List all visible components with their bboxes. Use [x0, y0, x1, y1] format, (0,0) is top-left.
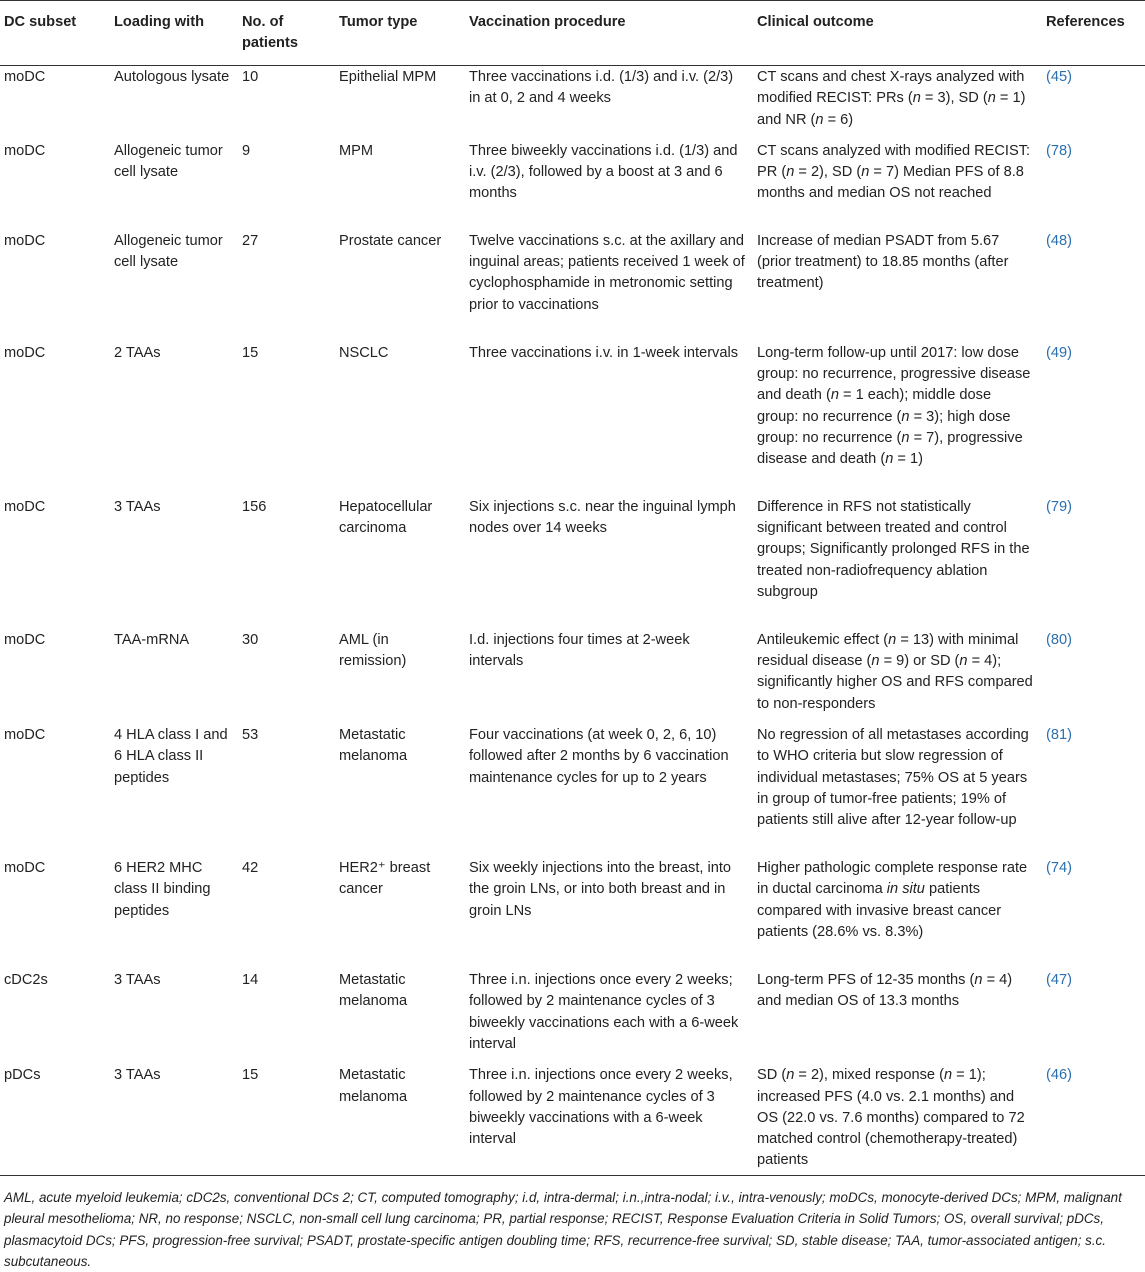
cell-patients: 30 [242, 631, 259, 648]
outcome-text-segment: = 1 each); middle dose group: no recurrence ( [757, 387, 992, 425]
cell-outcome [753, 221, 1042, 333]
cell-reference-link[interactable]: (79) [1046, 498, 1072, 515]
outcome-text-segment: n [786, 1067, 795, 1084]
outcome-text-segment: in situ [886, 881, 925, 898]
cell-procedure: Four vaccinations (at week 0, 2, 6, 10) followed after 2 months by 6 vaccination maintenance cycles for up to 2 years [469, 727, 729, 786]
outcome-text-segment: Difference in RFS not statistically significant between treated and control groups; Significantly prolonged RFS in the treated non-radiofrequency ablation subgroup [757, 498, 1030, 601]
outcome-text-segment: = 2), mixed response ( [794, 1067, 944, 1084]
cell-reference-link[interactable]: (80) [1046, 631, 1072, 648]
cell-procedure: Three i.n. injections once every 2 weeks, followed by 2 maintenance cycles of 3 biweekly vaccinations with a 6-week interval [469, 1067, 733, 1148]
outcome-text-segment: Higher pathologic complete response rate in ductal carcinoma [757, 860, 1028, 898]
cell-outcome [753, 131, 1042, 221]
outcome-text-segment: CT scans analyzed with modified RECIST: PR ( [757, 142, 1031, 181]
cell-patients: 27 [242, 232, 259, 249]
outcome-text-segment: = 9) or SD ( [879, 653, 960, 670]
cell-patients: 42 [242, 860, 259, 877]
cell-loading: Allogeneic tumor cell lysate [114, 232, 223, 271]
outcome-text-segment: Increase of median PSADT from 5.67 (prior treatment) to 18.85 months (after treatment) [757, 232, 1009, 292]
cell-dc-subset: moDC [4, 142, 46, 159]
col-header-outcome: Clinical outcome [757, 14, 874, 30]
table-row [0, 57, 1145, 131]
outcome-text-segment: n [987, 90, 996, 107]
cell-patients: 10 [242, 69, 259, 85]
cell-loading: 3 TAAs [114, 972, 161, 989]
cell-dc-subset: moDC [4, 344, 46, 361]
cell-tumor-type: Metastatic melanoma [339, 727, 408, 765]
outcome-text-segment: n [901, 408, 910, 425]
outcome-text-segment: Long-term PFS of 12-35 months ( [757, 972, 975, 989]
outcome-text-segment: = 7), progressive disease and death ( [757, 430, 1023, 468]
cell-outcome [753, 620, 1042, 715]
cell-loading: 2 TAAs [114, 344, 161, 361]
cell-procedure: Six injections s.c. near the inguinal lymph nodes over 14 weeks [469, 498, 736, 537]
outcome-text-segment: = 3); high dose group: no recurrence ( [757, 408, 1011, 447]
outcome-text-segment: n [786, 164, 795, 181]
cell-reference-link[interactable]: (47) [1046, 972, 1072, 989]
col-header-references: References [1046, 14, 1125, 30]
cell-loading: 3 TAAs [114, 498, 161, 515]
cell-loading: 3 TAAs [114, 1067, 161, 1084]
cell-outcome [753, 333, 1042, 487]
outcome-text-segment: = 1) and NR ( [757, 90, 1026, 128]
cell-dc-subset: pDCs [4, 1067, 41, 1084]
outcome-text-segment: = 4); significantly higher OS and RFS compared to non-responders [757, 653, 1033, 712]
outcome-text-segment: SD ( [757, 1067, 787, 1084]
outcome-text-segment: = 13) with minimal residual disease ( [757, 631, 1019, 670]
cell-dc-subset: moDC [4, 631, 46, 648]
outcome-text-segment: Long-term follow-up until 2017: low dose group: no recurrence, progressive disease and death ( [757, 344, 1031, 404]
table-footnote: AML, acute myeloid leukemia; cDC2s, conventional DCs 2; CT, computed tomography; i.d, intra-dermal; i.n.,intra-nodal; i.v., intra-venously; moDCs, monocyte-derived DCs; MPM, malignant pleural mesothelioma; NR, no response; NSCLC, non-small cell lung carcinoma; PR, partial response; RECIST, Response Evaluation Criteria in Solid Tumors; OS, overall survival; pDCs, plasmacytoid DCs; PFS, progression-free survival; PSADT, prostate-specific antigen doubling time; RFS, recurrence-free survival; SD, stable disease; TAA, tumor-associated antigen; s.c. subcutaneous. [4, 1190, 1122, 1269]
cell-loading: 6 HER2 MHC class II binding peptides [114, 860, 211, 919]
outcome-text-segment: patients compared with invasive breast cancer patients (28.6% vs. 8.3%) [757, 881, 1002, 940]
outcome-text-segment: n [943, 1067, 953, 1084]
outcome-text-segment: = 3), SD ( [920, 90, 988, 107]
cell-reference-link[interactable]: (46) [1046, 1067, 1072, 1084]
table-row [0, 848, 1145, 960]
cell-procedure: Twelve vaccinations s.c. at the axillary and inguinal areas; patients received 1 week of cyclophosphamide in metronomic setting prior to vaccinations [469, 232, 745, 313]
cell-tumor-type: Prostate cancer [339, 232, 442, 249]
cell-tumor-type: Hepatocellular carcinoma [339, 498, 433, 537]
outcome-text-segment: n [959, 653, 968, 670]
cell-tumor-type: HER2⁺ breast cancer [339, 860, 431, 898]
outcome-text-segment: n [871, 653, 880, 670]
cell-procedure: I.d. injections four times at 2-week intervals [469, 631, 690, 670]
cell-dc-subset: moDC [4, 498, 46, 515]
outcome-text-segment: n [912, 90, 921, 107]
cell-reference-link[interactable]: (81) [1046, 727, 1072, 744]
cell-procedure: Three vaccinations i.d. (1/3) and i.v. (2/3) in at 0, 2 and 4 weeks [469, 69, 734, 107]
outcome-text-segment: n [901, 430, 910, 447]
cell-dc-subset: moDC [4, 860, 46, 877]
cell-patients: 15 [242, 1067, 259, 1084]
cell-reference-link[interactable]: (74) [1046, 860, 1072, 877]
cell-procedure: Three biweekly vaccinations i.d. (1/3) and i.v. (2/3), followed by a boost at 3 and 6 months [469, 142, 738, 202]
col-header-loading: Loading with [114, 14, 204, 30]
cell-reference-link[interactable]: (45) [1046, 69, 1072, 85]
cell-outcome [753, 57, 1042, 131]
cell-outcome [753, 1055, 1042, 1171]
outcome-text-segment: n [861, 164, 870, 181]
table-row [0, 960, 1145, 1055]
cell-tumor-type: Epithelial MPM [339, 69, 437, 85]
outcome-text-segment: No regression of all metastases according to WHO criteria but slow regression of individual metastases; 75% OS at 5 years in group of tumor-free patients; 19% of patients still alive after 12-year follow-up [757, 727, 1029, 829]
outcome-text-segment: n [888, 631, 897, 648]
cell-patients: 53 [242, 727, 259, 744]
table-row [0, 221, 1145, 333]
cell-outcome [753, 715, 1042, 848]
cell-patients: 156 [242, 498, 267, 515]
cell-outcome [753, 960, 1042, 1055]
cell-procedure: Three vaccinations i.v. in 1-week intervals [469, 344, 739, 361]
col-header-tumor-type: Tumor type [339, 14, 418, 30]
cell-tumor-type: MPM [339, 142, 374, 159]
cell-patients: 15 [242, 344, 259, 361]
outcome-text-segment: n [974, 972, 983, 989]
cell-procedure: Three i.n. injections once every 2 weeks; followed by 2 maintenance cycles of 3 biweekly vaccinations each with a 6-week interval [469, 972, 739, 1052]
bottom-rule [0, 1175, 1145, 1176]
cell-reference-link[interactable]: (78) [1046, 142, 1072, 159]
cell-loading: 4 HLA class I and 6 HLA class II peptides [114, 727, 228, 786]
table-row [0, 715, 1145, 848]
cell-tumor-type: AML (in remission) [339, 631, 407, 670]
table-row [0, 333, 1145, 487]
cell-dc-subset: moDC [4, 727, 46, 744]
cell-outcome [753, 487, 1042, 620]
dc-vaccination-table [0, 3, 1145, 1172]
col-header-patients: No. of patients [242, 14, 298, 52]
top-rule [0, 0, 1145, 1]
outcome-text-segment: = 6) [823, 111, 854, 128]
cell-loading: TAA-mRNA [114, 631, 190, 648]
outcome-text-segment: = 1); increased PFS (4.0 vs. 2.1 months) and OS (22.0 vs. 7.6 months) compared to 72 matched control (chemotherapy-treated) patients [757, 1067, 1025, 1169]
table-row [0, 131, 1145, 221]
table-row [0, 620, 1145, 715]
outcome-text-segment: n [885, 451, 894, 468]
outcome-text-segment: n [815, 111, 824, 128]
outcome-text-segment: = 4) and median OS of 13.3 months [757, 972, 1013, 1010]
cell-patients: 9 [242, 142, 251, 159]
cell-outcome [753, 848, 1042, 960]
cell-procedure: Six weekly injections into the breast, into the groin LNs, or into both breast and in groin LNs [469, 860, 732, 919]
cell-reference-link[interactable]: (48) [1046, 232, 1072, 249]
table-row [0, 487, 1145, 620]
cell-patients: 14 [242, 972, 259, 989]
col-header-procedure: Vaccination procedure [469, 14, 626, 30]
cell-loading: Allogeneic tumor cell lysate [114, 142, 223, 181]
cell-tumor-type: Metastatic melanoma [339, 972, 408, 1010]
cell-tumor-type: Metastatic melanoma [339, 1067, 408, 1105]
col-header-dc-subset: DC subset [4, 14, 77, 30]
cell-tumor-type: NSCLC [339, 344, 389, 361]
outcome-text-segment: = 2), SD ( [794, 164, 862, 181]
outcome-text-segment: Antileukemic effect ( [757, 631, 889, 648]
cell-reference-link[interactable]: (49) [1046, 344, 1072, 361]
cell-dc-subset: moDC [4, 232, 46, 249]
outcome-text-segment: CT scans and chest X-rays analyzed with modified RECIST: PRs ( [757, 69, 1025, 107]
outcome-text-segment: = 7) Median PFS of 8.8 months and median OS not reached [757, 164, 1024, 202]
table-header-row [0, 3, 1145, 57]
outcome-text-segment: n [830, 387, 839, 404]
outcome-text-segment: = 1) [893, 451, 923, 468]
cell-loading: Autologous lysate [114, 69, 230, 85]
table-row [0, 1055, 1145, 1171]
cell-dc-subset: cDC2s [4, 972, 48, 989]
cell-dc-subset: moDC [4, 69, 46, 85]
